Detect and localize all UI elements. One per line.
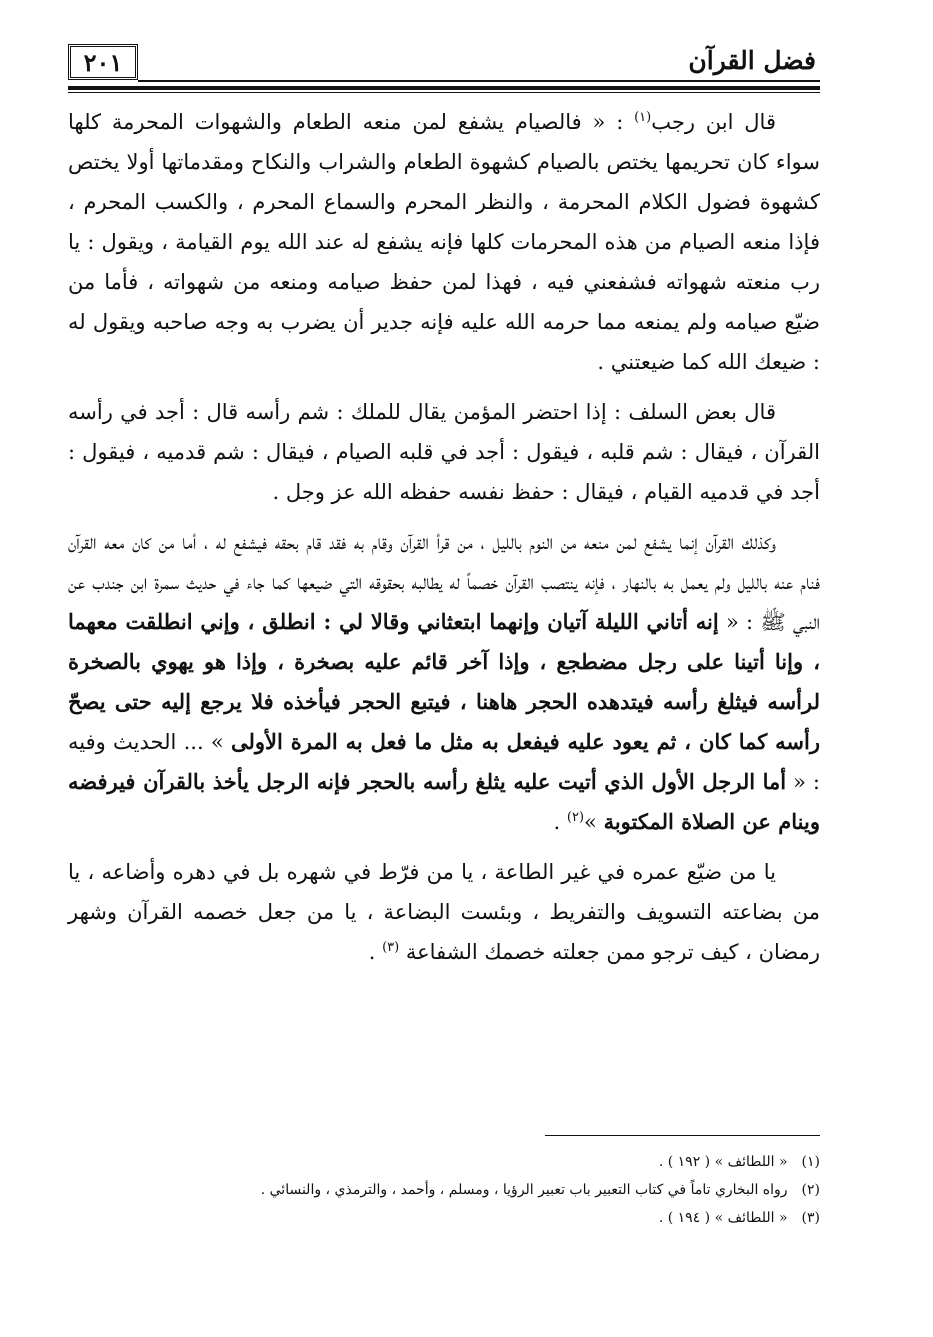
footnote-marker: (١) bbox=[634, 110, 652, 125]
paragraph bbox=[68, 392, 820, 512]
page-number: ٢٠١ bbox=[68, 44, 138, 80]
text-segment: قال ابن رجب bbox=[651, 110, 776, 134]
text-segment: يا من ضيّع عمره في غير الطاعة ، يا من فرّط في شهره بل في دهره وأضاعه ، يا من بضاعته التسويف والتفريط ، وبئست البضاعة ، يا من جعل خصمه القرآن وشهر رمضان ، كيف ترجو ممن جعلته خصمك الشفاعة bbox=[68, 860, 820, 964]
paragraph bbox=[68, 522, 820, 842]
footnote-number: (٣) bbox=[801, 1210, 820, 1226]
footnote-separator bbox=[545, 1135, 820, 1136]
footnote-item bbox=[68, 1148, 820, 1176]
footnote-text: « اللطائف » ( ١٩٤ ) . bbox=[658, 1210, 792, 1226]
header-rule bbox=[138, 80, 820, 82]
hadith-quote: إنه أتاني الليلة آتيان وإنهما ابتعثاني وقالا لي : انطلق ، وإني انطلقت معهما ، وإنا أتينا على رجل مضطجع ، وإذا آخر قائم عليه بصخرة ، وإذا هو يهوي بالصخرة لرأسه فيثلغ رأسه فيتدهده الحجر هاهنا ، فيتبع الحجر فيأخذه فلا يرجع إليه حتى يصحّ رأسه كما كان ، ثم يعود عليه فيفعل به مثل ما فعل به المرة الأولى bbox=[68, 609, 820, 754]
footnote-item bbox=[68, 1176, 820, 1204]
text-segment: . bbox=[553, 810, 567, 834]
paragraph bbox=[68, 852, 820, 972]
header-rule-thin bbox=[68, 92, 820, 93]
header-rule-thick bbox=[68, 86, 820, 90]
footnotes bbox=[68, 1148, 820, 1232]
text-segment: قال بعض السلف : إذا احتضر المؤمن يقال للملك : شم رأسه قال : أجد في رأسه القرآن ، فيقال : شم قلبه ، فيقول : أجد في قلبه الصيام ، فيقال : شم قدميه ، فيقول : أجد في قدميه القيام ، فيقال : حفظ نفسه حفظه الله عز وجل . bbox=[68, 400, 820, 504]
text-segment: . bbox=[368, 940, 383, 964]
footnote-marker: (٢) bbox=[566, 810, 585, 825]
footnote-text: رواه البخاري تاماً في كتاب التعبير باب تعبير الرؤيا ، ومسلم ، وأحمد ، والترمذي ، والنسائي . bbox=[260, 1182, 792, 1198]
footnote-marker: (٣) bbox=[382, 940, 400, 955]
paragraph bbox=[68, 102, 820, 382]
hadith-quote: أما الرجل الأول الذي أتيت عليه يثلغ رأسه بالحجر فإنه الرجل يأخذ بالقرآن فيرفضه وينام عن الصلاة المكتوبة bbox=[68, 769, 820, 834]
text-segment: وكذلك القرآن إنما يشفع لمن منعه من النوم بالليل ، من قرأ القرآن وقام به فقد قام بحقه فيشفع له ، أما من كان معه القرآن فنام عنه بالليل ولم يعمل به بالنهار ، فإنه ينتصب القرآن خصماً له يطالبه بحقوقه التي ضيعها كما جاء في حديث سمرة ابن جندب عن النبي ﷺ : « bbox=[68, 530, 820, 634]
main-text bbox=[68, 102, 820, 982]
footnote-number: (٢) bbox=[801, 1182, 820, 1198]
running-title: فضل القرآن bbox=[688, 46, 816, 75]
footnote-text: « اللطائف » ( ١٩٢ ) . bbox=[658, 1154, 792, 1170]
text-segment: : « فالصيام يشفع لمن منعه الطعام والشهوات المحرمة كلها سواء كان تحريمها يختص بالصيام كشهوة الطعام والشراب والنكاح ومقدماتها أولا يختص كشهوة فضول الكلام المحرمة ، والنظر المحرم والسماع المحرم ، والكسب المحرم ، فإذا منعه الصيام من هذه المحرمات كلها فإنه يشفع له عند الله يوم القيامة ، ويقول : يا رب منعته شهواته فشفعني فيه ، فهذا لمن حفظ صيامه ومنعه من شهواته ، فأما من ضيّع صيامه ولم يمنعه مما حرمه الله عليه فإنه جدير أن يضرب به وجه صاحبه ويقول له : ضيعك الله كما ضيعتني . bbox=[68, 110, 820, 374]
footnote-item bbox=[68, 1204, 820, 1232]
page-header bbox=[68, 44, 820, 90]
text-segment: » bbox=[584, 810, 604, 834]
text-segment: » ... الحديث وفيه : « bbox=[68, 730, 820, 794]
footnote-number: (١) bbox=[801, 1154, 820, 1170]
